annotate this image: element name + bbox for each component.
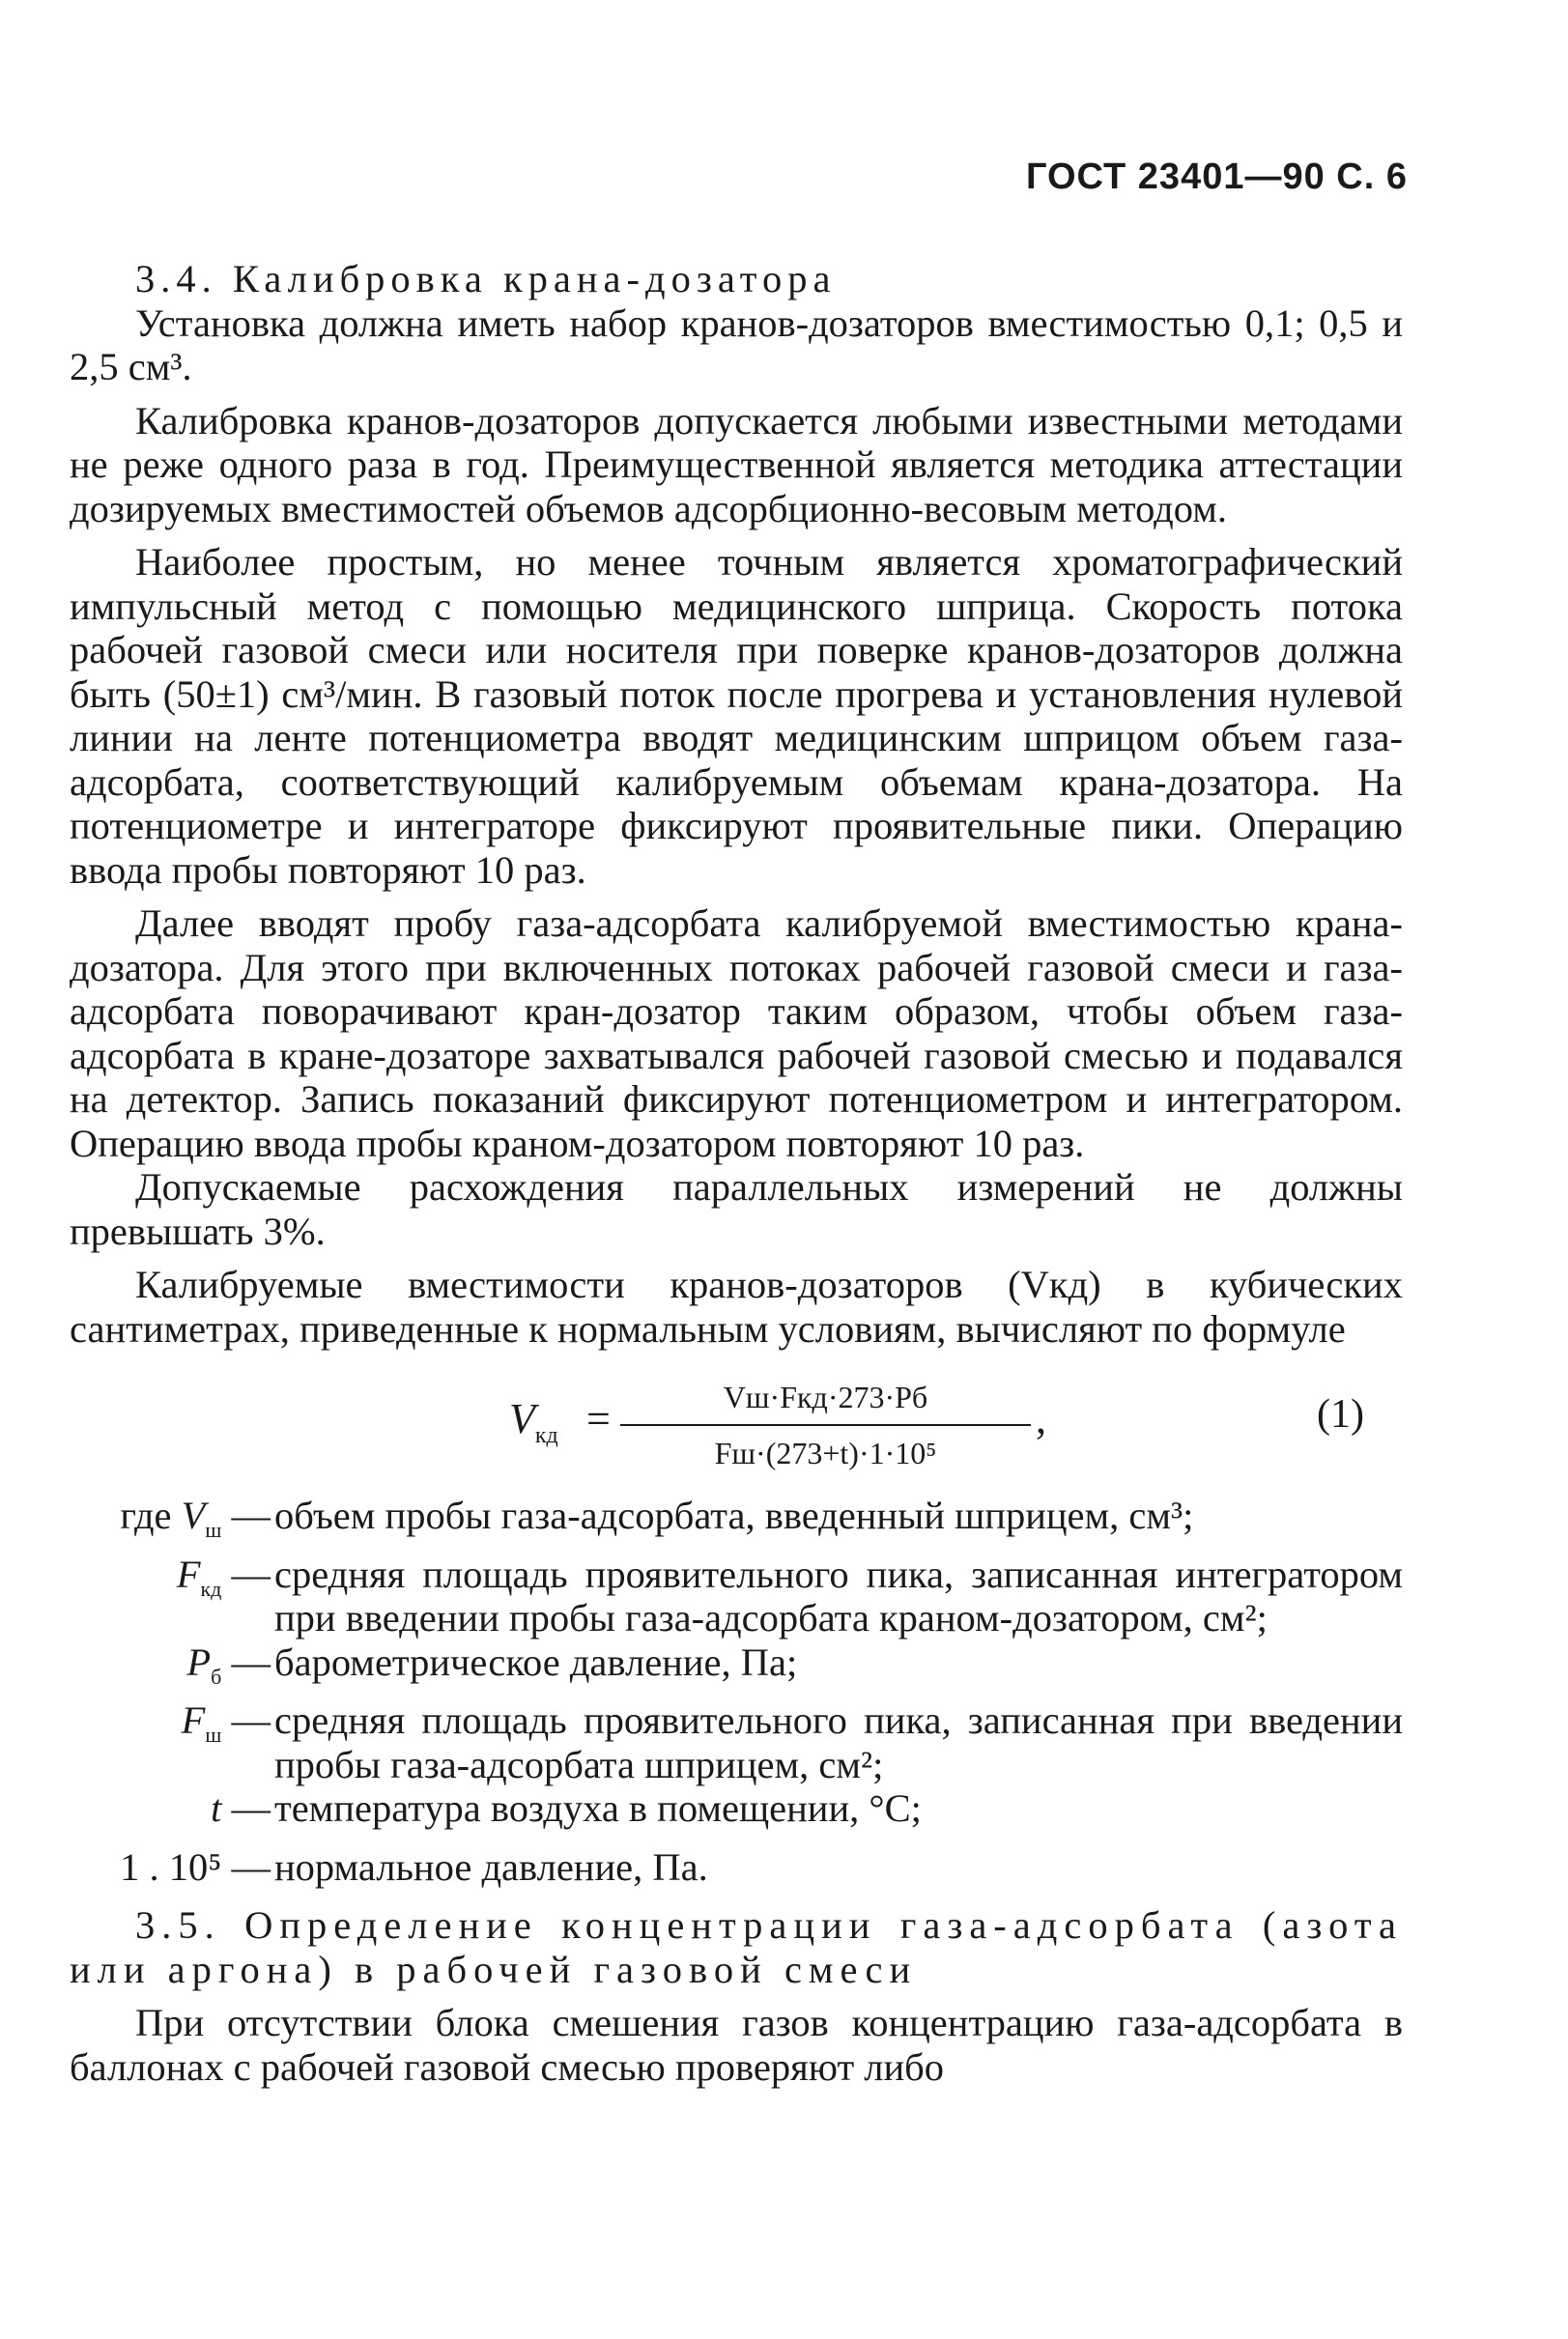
definition-sub: ш <box>205 1518 222 1543</box>
definition-text: средняя площадь проявительного пика, записанная интегратором при введении пробы газа-адсорбата краном-дозатором, см²; <box>274 1552 1403 1640</box>
definition-item <box>70 1553 1403 1640</box>
definition-dash: — <box>221 1786 271 1831</box>
paragraph: При отсутствии блока смешения газов концентрацию газа-адсорбата в баллонах с рабочей газовой смесью проверяют либо <box>70 2001 1403 2089</box>
formula-lhs <box>509 1397 558 1458</box>
paragraph: Наиболее простым, но менее точным является хроматографический импульсный метод с помощью медицинского шприца. Скорость потока рабочей газовой смеси или носителя при поверке кранов-дозаторов должна быть (50±1) см³/мин. В газовый поток после прогрева и установления нулевой линии на ленте потенциометра вводят медицинским шприцом объем газа-адсорбата, соответствующий калибруемым объемам крана-дозатора. На потенциометре и интеграторе фиксируют проявительные пики. Операцию ввода пробы повторяют 10 раз. <box>70 540 1403 892</box>
formula-numerator: Vш·Fкд·273·Pб <box>620 1376 1031 1426</box>
definition-dash: — <box>221 1494 271 1537</box>
definition-symbol <box>70 1786 271 1845</box>
definition-sub: кд <box>200 1576 222 1601</box>
definition-text: барометрическое давление, Па; <box>274 1640 798 1684</box>
definition-text: нормальное давление, Па. <box>274 1844 708 1889</box>
definition-item <box>70 1786 1403 1845</box>
definition-dash: — <box>221 1640 271 1684</box>
definition-letter: F <box>181 1698 206 1743</box>
paragraph: Калибруемые вместимости кранов-дозаторов (Vкд) в кубических сантиметрах, приведенные к нормальным условиям, вычисляют по формуле <box>70 1263 1403 1351</box>
definition-item <box>70 1494 1403 1553</box>
formula-comma: , <box>1036 1395 1046 1442</box>
definition-dash: — <box>221 1698 271 1743</box>
definition-letter: P <box>186 1640 212 1684</box>
definition-letter: t <box>211 1786 222 1831</box>
section-title-3-4: 3.4. Калибровка крана-дозатора <box>135 257 837 300</box>
definition-text: объем пробы газа-адсорбата, введенный шприцем, см³; <box>274 1494 1194 1537</box>
definition-symbol <box>70 1640 271 1699</box>
definition-letter: F <box>176 1552 201 1596</box>
paragraph: Калибровка кранов-дозаторов допускается любыми известными методами не реже одного раза в год. Преимущественной является методика аттестации дозируемых вместимостей объемов адсорбционно-весовым методом. <box>70 398 1403 530</box>
paragraph: Далее вводят пробу газа-адсорбата калибруемой вместимостью крана-дозатора. Для этого при включенных потоках рабочей газовой смеси и газа-адсорбата поворачивают кран-дозатор таким образом, чтобы объем газа-адсорбата в кране-дозаторе захватывался рабочей газовой смесью и подавался на детектор. Запись показаний фиксируют потенциометром и интегратором. Операцию ввода пробы краном-дозатором повторяют 10 раз. <box>70 901 1403 1165</box>
definition-sub: б <box>211 1664 222 1689</box>
definition-text: средняя площадь проявительного пика, записанная при введении пробы газа-адсорбата шприцем, см²; <box>274 1698 1403 1786</box>
definition-symbol <box>70 1553 271 1612</box>
page-header: ГОСТ 23401—90 С. 6 <box>1025 157 1408 197</box>
definition-sub: ш <box>205 1723 222 1748</box>
definition-lead: 1 . 10⁵ <box>120 1844 222 1889</box>
paragraph: Допускаемые расхождения параллельных измерений не должны превышать 3%. <box>70 1165 1403 1253</box>
formula-lhs-symbol: V <box>509 1395 535 1442</box>
definition-symbol <box>70 1698 271 1757</box>
definitions-list <box>70 1494 1403 1903</box>
formula-equals: = <box>586 1395 611 1442</box>
formula-denominator: Fш·(273+t)·1·10⁵ <box>714 1435 937 1470</box>
definition-text: температура воздуха в помещении, °С; <box>274 1786 922 1831</box>
definition-dash: — <box>221 1844 271 1889</box>
definition-letter: V <box>181 1494 206 1537</box>
definition-symbol <box>70 1845 271 1904</box>
definition-symbol <box>70 1494 271 1553</box>
definition-item <box>70 1698 1403 1786</box>
formula-1 <box>70 1376 1403 1472</box>
formula-lhs-sub: кд <box>534 1422 558 1448</box>
definition-item <box>70 1845 1403 1904</box>
formula-number: (1) <box>1317 1392 1364 1437</box>
paragraph: Установка должна иметь набор кранов-дозаторов вместимостью 0,1; 0,5 и 2,5 см³. <box>70 300 1403 388</box>
definition-lead: где <box>120 1494 182 1537</box>
definition-dash: — <box>221 1552 271 1596</box>
definition-item <box>70 1640 1403 1699</box>
formula-fraction <box>620 1376 1031 1475</box>
document-body <box>70 257 1403 2089</box>
section-title-3-5: 3.5. Определение концентрации газа-адсорбата (азота или аргона) в рабочей газовой смеси <box>70 1903 1403 1991</box>
